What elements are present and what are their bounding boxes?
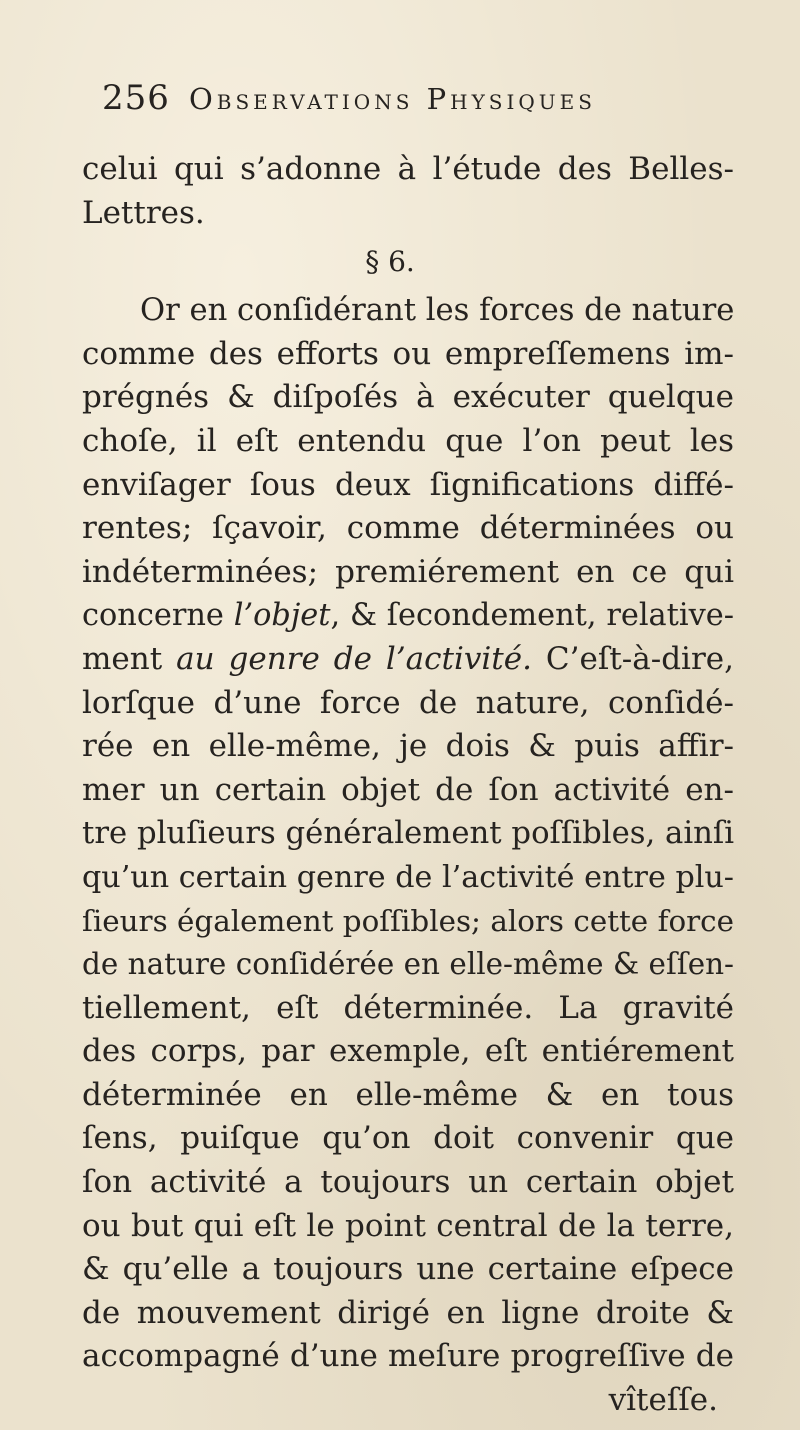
text-segment: , & ſecondement, relative- [330,598,734,634]
page-number: 256 [102,78,170,118]
text-line: tiellement, eſt déterminée. La gravité [82,989,734,1026]
text-line: indéterminées; premiérement en ce qui [82,553,734,590]
text-line: ſieurs également poſſibles; alors cette force [82,903,734,938]
running-header [102,78,722,122]
text-line: Lettres. [82,194,205,231]
text-line: & qu’elle a toujours une certaine eſpece [82,1251,734,1288]
italic-term: l’objet [233,598,331,634]
text-line: de nature conſidérée en elle-même & eſſen- [82,947,734,982]
catchword: vîteſſe. [608,1382,718,1419]
text-line: ſon activité a toujours un certain objet [82,1164,734,1201]
text-line: ſens, puiſque qu’on doit convenir que [82,1120,734,1157]
body-text [82,148,734,1423]
text-line: des corps, par exemple, eſt entiérement [82,1033,734,1070]
text-segment: C’eſt-à-dire, [531,640,734,677]
text-line: de mouvement dirigé en ligne droite & [82,1294,734,1331]
text-line: enviſager ſous deux ſignifications diffé- [82,466,734,503]
text-line: mer un certain objet de ſon activité en- [82,771,734,808]
text-line-with-italic [82,638,734,682]
section-heading: § 6. [365,245,415,279]
text-line: celui qui s’adonne à l’étude des Belles- [82,151,734,187]
text-segment: concerne [82,598,234,634]
text-line: accompagné d’une meſure progreſſive de [82,1338,734,1375]
running-title: Observations Physiques [189,82,596,116]
text-line: lorſque d’une force de nature, conſidé- [82,684,734,721]
text-line: tre pluſieurs généralement poſſibles, ainſi [82,815,735,852]
text-line: prégnés & diſpoſés à exécuter quelque [82,379,734,416]
italic-term: au genre de l’activité. [176,640,532,677]
text-line: déterminée en elle-même & en tous [82,1076,734,1113]
text-line: qu’un certain genre de l’activité entre plu- [82,859,734,895]
text-line: rentes; ſçavoir, comme déterminées ou [82,510,734,547]
text-line-with-italic [82,594,734,638]
text-line: rée en elle-même, je dois & puis affir- [82,728,734,765]
text-line: comme des efforts ou empreſſemens im- [82,335,734,372]
text-line: Or en conſidérant les forces de nature [140,293,735,329]
text-line: ou but qui eſt le point central de la terre, [82,1207,734,1244]
text-line: choſe, il eſt entendu que l’on peut les [82,422,734,459]
text-segment: ment [82,640,177,677]
